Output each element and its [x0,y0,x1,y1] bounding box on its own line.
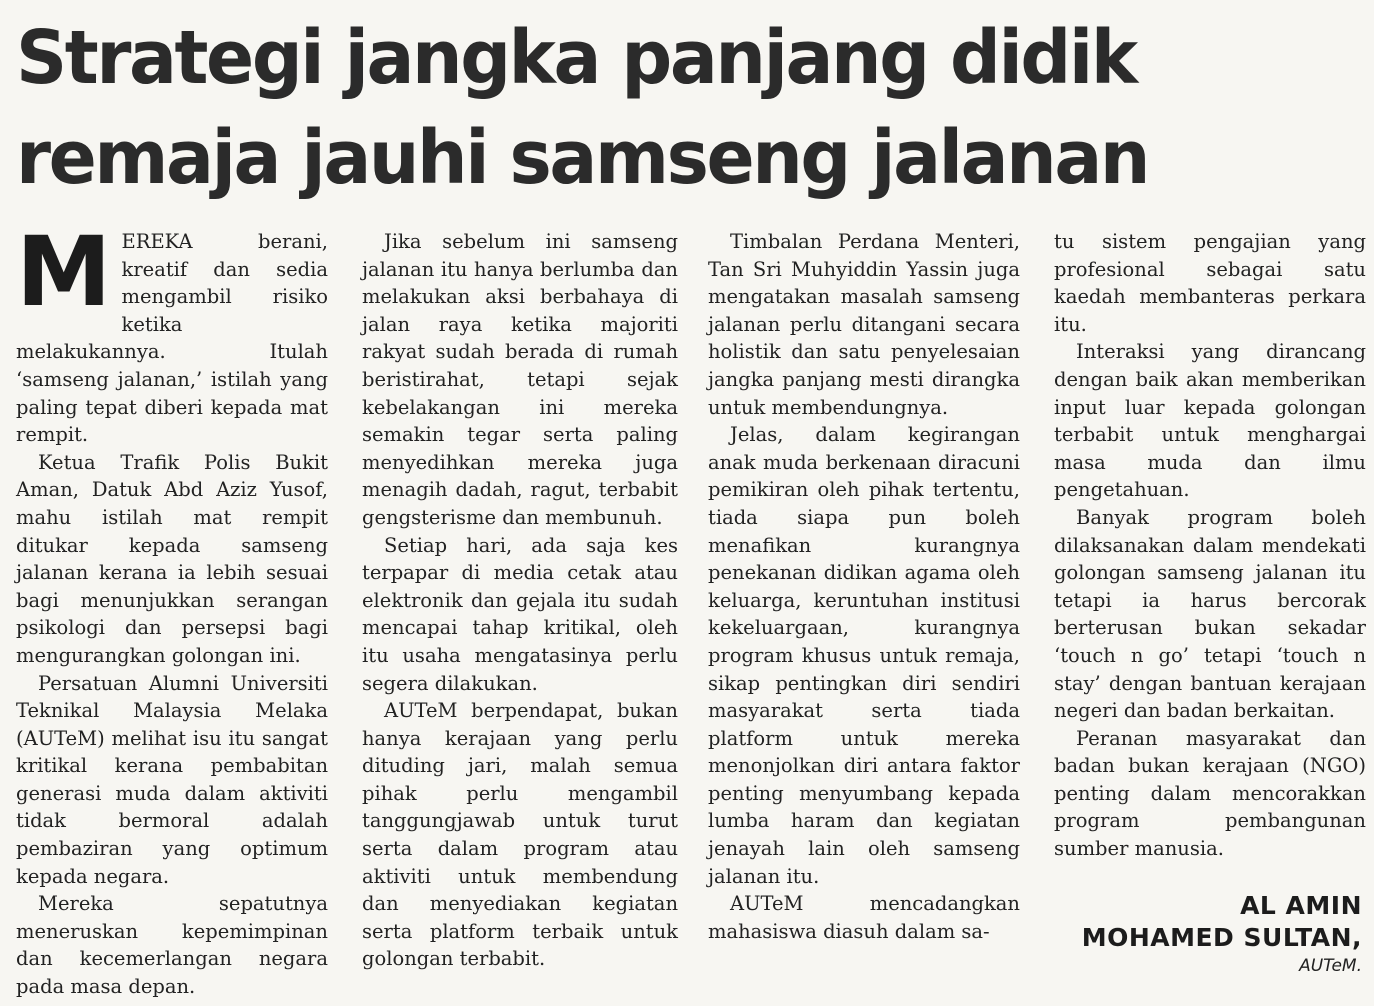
paragraph: Ketua Trafik Polis Bukit Aman, Datuk Abd Aziz Yusof, mahu istilah mat rempit ditukar kepada samseng jalanan kerana ia lebih sesuai bagi menunjukkan serangan psikologi dan persepsi bagi mengurangkan golongan ini. [16,450,328,667]
headline-line-2: remaja jauhi samseng jalanan [16,115,1149,201]
paragraph: Banyak program boleh dilaksanakan dalam mendekati golongan samseng jalanan itu tetapi ia harus bercorak berterusan bukan sekadar ‘touch n go’ tetapi ‘touch n stay’ dengan bantuan kerajaan negeri dan badan berkaitan. [1054,505,1366,723]
drop-cap: M [16,216,112,328]
paragraph-text: EREKA berani, kreatif dan sedia mengambil risiko ketika melakukannya. Itulah ‘samseng jalanan,’ istilah yang paling tepat diberi kepada mat rempit. [16,230,328,447]
article-column-2 [362,228,678,973]
author-byline [1082,890,1362,978]
paragraph: Jelas, dalam kegirangan anak muda berkenaan diracuni pemikiran oleh pihak tertentu, tiada siapa pun boleh menafikan kurangnya penekanan didikan agama oleh keluarga, keruntuhan institusi kekeluargaan, kurangnya program khusus untuk remaja, sikap pentingkan diri sendiri masyarakat serta tiada platform untuk mereka menonjolkan diri antara faktor penting menyumbang kepada lumba haram dan kegiatan jenayah lain oleh samseng jalanan itu. [708,423,1020,888]
paragraph: Peranan masyarakat dan badan bukan kerajaan (NGO) penting dalam mencorakkan program pembangunan sumber manusia. [1054,726,1366,861]
article-headline [16,8,1149,208]
paragraph: Jika sebelum ini samseng jalanan itu hanya berlumba dan melakukan aksi berbahaya di jalan raya ketika majoriti rakyat sudah berada di rumah beristirahat, tetapi sejak kebelakangan ini mereka semakin tegar serta paling menyedihkan mereka juga menagih dadah, ragut, terbabit gengsterisme dan membunuh. [362,230,678,529]
author-name-line-2: MOHAMED SULTAN, [1081,923,1362,952]
paragraph: Setiap hari, ada saja kes terpapar di media cetak atau elektronik dan gejala itu sudah mencapai tahap kritikal, oleh itu usaha mengatasinya perlu segera dilakukan. [362,533,678,695]
article-column-1 [16,216,328,1001]
paragraph: Interaksi yang dirancang dengan baik akan memberikan input luar kepada golongan terbabit untuk menghargai masa muda dan ilmu pengetahuan. [1054,340,1366,502]
headline-line-1: Strategi jangka panjang didik [16,15,1136,101]
paragraph: Mereka sepatutnya meneruskan kepemimpinan dan kecemerlangan negara pada masa depan. [16,892,328,999]
article-column-4 [1054,228,1366,863]
paragraph: Timbalan Perdana Menteri, Tan Sri Muhyiddin Yassin juga mengatakan masalah samseng jalanan perlu ditangani secara holistik dan satu penyelesaian jangka panjang mesti dirangka untuk membendungnya. [708,230,1020,419]
paragraph: AUTeM berpendapat, bukan hanya kerajaan yang perlu dituding jari, malah semua pihak perlu mengambil tanggungjawab untuk turut serta dalam program atau aktiviti untuk membendung dan menyediakan kegiatan serta platform terbaik untuk golongan terbabit. [362,699,678,971]
paragraph [16,216,328,449]
author-organization: AUTeM. [1299,956,1362,976]
paragraph: AUTeM mencadangkan mahasiswa diasuh dalam sa- [708,892,1020,943]
article-column-3 [708,228,1020,945]
paragraph: Persatuan Alumni Universiti Teknikal Malaysia Melaka (AUTeM) melihat isu itu sangat kritikal kerana pembabitan generasi muda dalam aktiviti tidak bermoral adalah pembaziran yang optimum kepada negara. [16,671,328,888]
paragraph: tu sistem pengajian yang profesional sebagai satu kaedah membanteras perkara itu. [1054,230,1366,336]
author-name-line-1: AL AMIN [1240,891,1362,920]
